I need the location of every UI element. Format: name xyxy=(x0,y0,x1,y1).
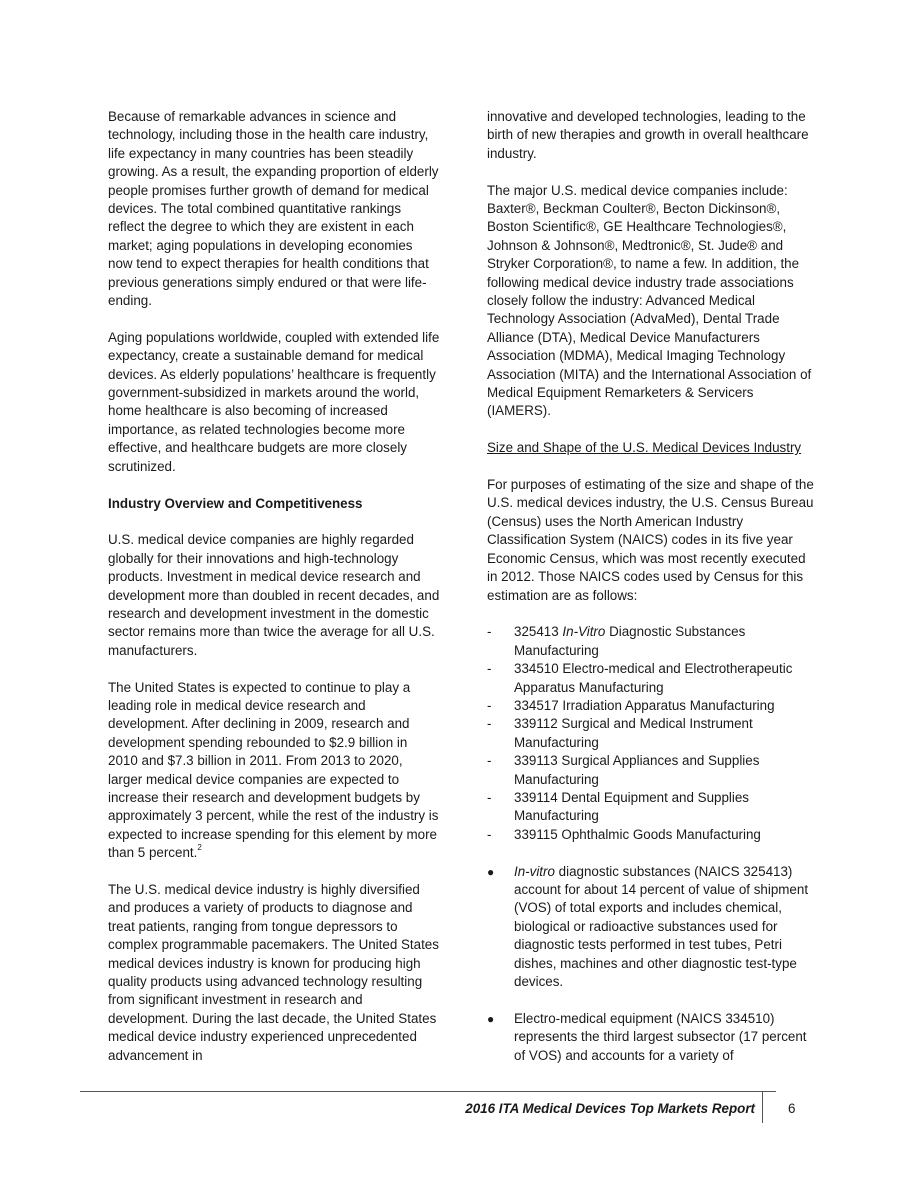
bullet-text: Electro-medical equipment (NAICS 334510) represents the third largest subsector (17 percent of VOS) and accounts for a variety of xyxy=(514,1010,807,1063)
dash-marker: - xyxy=(487,826,492,842)
bullet-icon: ● xyxy=(487,1011,495,1026)
list-item xyxy=(487,715,819,752)
paragraph-research-spending-text: The United States is expected to continue to play a leading role in medical device research and development. After declining in 2009, research and development spending rebounded to $2.9 billion in 2010 and $7.3 billion in 2011. From 2013 to 2020, larger medical device companies are expected to increase their research and development budgets by approximately 3 percent, while the rest of the industry is expected to increase spending for this element by more than 5 percent. xyxy=(108,679,439,861)
naics-description: Diagnostic Substances Manufacturing xyxy=(514,624,746,658)
dash-marker: - xyxy=(487,661,492,677)
naics-entry: 339114 Dental Equipment and Supplies Manufacturing xyxy=(514,789,750,824)
naics-italic-term: In-Vitro xyxy=(562,624,606,640)
subsector-bullet-list xyxy=(487,863,819,1065)
dash-marker: - xyxy=(487,753,492,769)
footer-vertical-divider xyxy=(762,1091,763,1123)
naics-entry: 334510 Electro-medical and Electrotherapeutic Apparatus Manufacturing xyxy=(514,661,793,695)
bullet-text: diagnostic substances (NAICS 325413) account for about 14 percent of value of shipment (VOS) of total exports and includes chemical, biological or radioactive substances used for diagnostic tests performed in test tubes, Petri dishes, machines and other diagnostic test-type devices. xyxy=(514,863,809,990)
list-item xyxy=(487,863,819,992)
footer-report-title: 2016 ITA Medical Devices Top Markets Report xyxy=(465,1101,755,1116)
paragraph-us-companies: U.S. medical device companies are highly regarded globally for their innovations and high-technology products. Investment in medical device research and development more than doubled in recent decades, and research and development investment in the domestic sector remains more than twice the average for all U.S. manufacturers. xyxy=(108,532,440,658)
dash-marker: - xyxy=(487,624,492,640)
page-number: 6 xyxy=(788,1101,796,1116)
dash-marker: - xyxy=(487,697,492,713)
paragraph-naics-intro: For purposes of estimating of the size and shape of the U.S. medical devices industry, the U.S. Census Bureau (Census) uses the North American Industry Classification System (NAICS) codes in its five year Economic Census, which was most recently executed in 2012. Those NAICS codes used by Census for this estimation are as follows: xyxy=(487,477,814,603)
dash-marker: - xyxy=(487,789,492,805)
section-heading-size-and-shape: Size and Shape of the U.S. Medical Devices Industry xyxy=(487,440,802,456)
footnote-marker[interactable]: 2 xyxy=(197,842,202,852)
list-item xyxy=(487,826,819,844)
paragraph-aging-populations: Aging populations worldwide, coupled with extended life expectancy, create a sustainable demand for medical devices. As elderly populations’ healthcare is frequently government-subsidized in markets around the world, home healthcare is also becoming of increased importance, as related technologies become more effective, and healthcare budgets are more closely scrutinized. xyxy=(108,329,440,474)
paragraph-innovative-technologies: innovative and developed technologies, leading to the birth of new therapies and growth in overall healthcare industry. xyxy=(487,109,809,161)
naics-entry: 339112 Surgical and Medical Instrument Manufacturing xyxy=(514,716,753,750)
paragraph-major-companies: The major U.S. medical device companies include: Baxter®, Beckman Coulter®, Becton Dickinson®, Boston Scientific®, GE Healthcare Technologies®, Johnson & Johnson®, Medtronic®, St. Jude® and Stryker Corporation®, to name a few. In addition, the following medical device industry trade associations closely follow the industry: Advanced Medical Technology Association (AdvaMed), Dental Trade Alliance (DTA), Medical Device Manufacturers Association (MDMA), Medical Imaging Technology Association (MITA) and the International Association of Medical Equipment Remarketers & Servicers (IAMERS). xyxy=(487,182,812,419)
naics-entry: 339115 Ophthalmic Goods Manufacturing xyxy=(514,826,761,842)
naics-entry: 334517 Irradiation Apparatus Manufacturing xyxy=(514,697,775,713)
paragraph-life-expectancy: Because of remarkable advances in science and technology, including those in the health care industry, life expectancy in many countries has been steadily growing. As a result, the expanding proportion of elderly people promises further growth of demand for medical devices. The total combined quantitative rankings reflect the degree to which they are existent in each market; aging populations in developing economies now tend to expect therapies for health conditions that previous generations simply endured or that were life-ending. xyxy=(108,109,439,309)
list-item xyxy=(487,789,819,826)
dash-marker: - xyxy=(487,716,492,732)
paragraph-diversified-industry: The U.S. medical device industry is highly diversified and produces a variety of products to diagnose and treat patients, ranging from tongue depressors to complex programmable pacemakers. The United States medical devices industry is known for producing high quality products using advanced technology resulting from significant investment in research and development. During the last decade, the United States medical device industry experienced unprecedented advancement in xyxy=(108,881,439,1063)
naics-entry: 339113 Surgical Appliances and Supplies Manufacturing xyxy=(514,753,760,787)
list-item xyxy=(487,752,819,789)
paragraph-research-spending xyxy=(108,679,440,863)
bullet-icon: ● xyxy=(487,864,495,879)
footer-divider xyxy=(80,1091,776,1092)
right-column xyxy=(487,108,819,1083)
section-heading-industry-overview: Industry Overview and Competitiveness xyxy=(108,495,363,511)
list-item xyxy=(487,697,819,715)
list-item xyxy=(487,1010,819,1065)
bullet-italic-term: In-vitro xyxy=(514,863,555,879)
list-item xyxy=(487,623,819,660)
list-item xyxy=(487,660,819,697)
naics-code: 325413 xyxy=(514,624,559,640)
left-column xyxy=(108,108,440,1083)
naics-code-list xyxy=(487,623,819,844)
